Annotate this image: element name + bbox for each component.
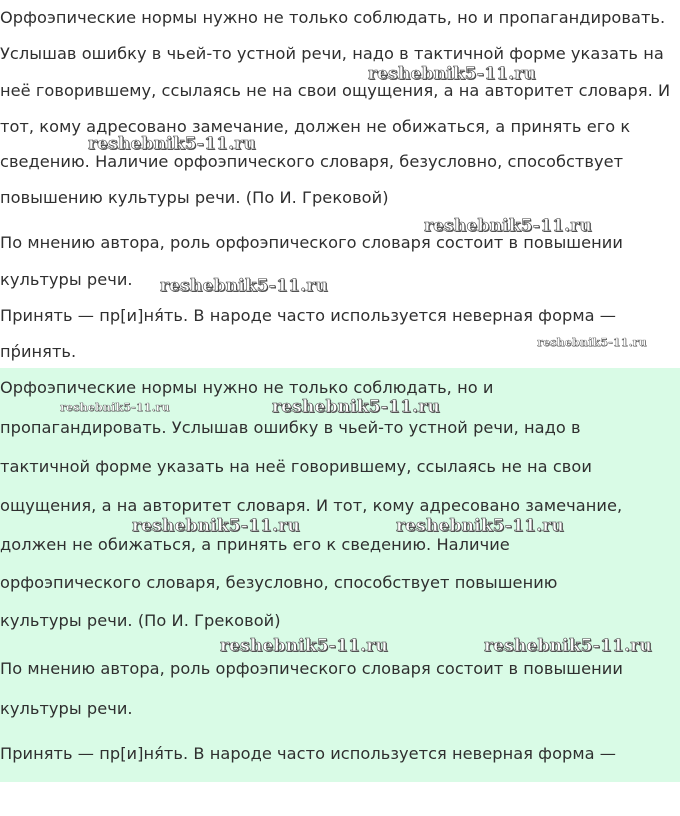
text-line: повышению культуры речи. (По И. Грековой) [0, 188, 389, 207]
text-line: По мнению автора, роль орфоэпического словаря состоит в повышении [0, 233, 623, 252]
watermark-logo: reshebnik5-11.ru [396, 516, 564, 536]
text-line: По мнению автора, роль орфоэпического словаря состоит в повышении [0, 659, 623, 678]
text-line: культуры речи. [0, 270, 133, 289]
text-line: должен не обижаться, а принять его к сведению. Наличие [0, 535, 510, 554]
watermark-logo: reshebnik5-11.ru [160, 276, 328, 296]
text-line: пропагандировать. Услышав ошибку в чьей-то устной речи, надо в [0, 418, 581, 437]
text-line: культуры речи. (По И. Грековой) [0, 611, 281, 630]
text-line: Орфоэпические нормы нужно не только соблюдать, но и [0, 378, 494, 397]
watermark-logo: reshebnik5-11.ru [484, 636, 652, 656]
watermark-logo: reshebnik5-11.ru [132, 516, 300, 536]
text-line: Услышав ошибку в чьей-то устной речи, надо в тактичной форме указать на [0, 44, 664, 63]
text-line: неё говорившему, ссылаясь не на свои ощущения, а на авторитет словаря. И [0, 81, 671, 100]
text-line: пр́инять. [0, 342, 77, 361]
watermark-logo: reshebnik5-11.ru [537, 336, 647, 349]
text-line: тот, кому адресовано замечание, должен не обижаться, а принять его к [0, 117, 631, 136]
watermark-logo: reshebnik5-11.ru [272, 397, 440, 417]
watermark-logo: reshebnik5-11.ru [368, 64, 536, 84]
text-line: культуры речи. [0, 699, 133, 718]
text-line: орфоэпического словаря, безусловно, способствует повышению [0, 573, 558, 592]
text-line: сведению. Наличие орфоэпического словаря, безусловно, способствует [0, 152, 624, 171]
text-line: ощущения, а на авторитет словаря. И тот, кому адресовано замечание, [0, 496, 623, 515]
text-line: Принять — пр[и]ня́ть. В народе часто используется неверная форма — [0, 306, 617, 325]
text-line: Орфоэпические нормы нужно не только соблюдать, но и пропагандировать. [0, 8, 666, 27]
watermark-logo: reshebnik5-11.ru [60, 401, 170, 414]
watermark-logo: reshebnik5-11.ru [424, 216, 592, 236]
text-line: тактичной форме указать на неё говорившему, ссылаясь не на свои [0, 457, 592, 476]
text-line: Принять — пр[и]ня́ть. В народе часто используется неверная форма — [0, 744, 617, 763]
watermark-logo: reshebnik5-11.ru [88, 134, 256, 154]
watermark-logo: reshebnik5-11.ru [220, 636, 388, 656]
